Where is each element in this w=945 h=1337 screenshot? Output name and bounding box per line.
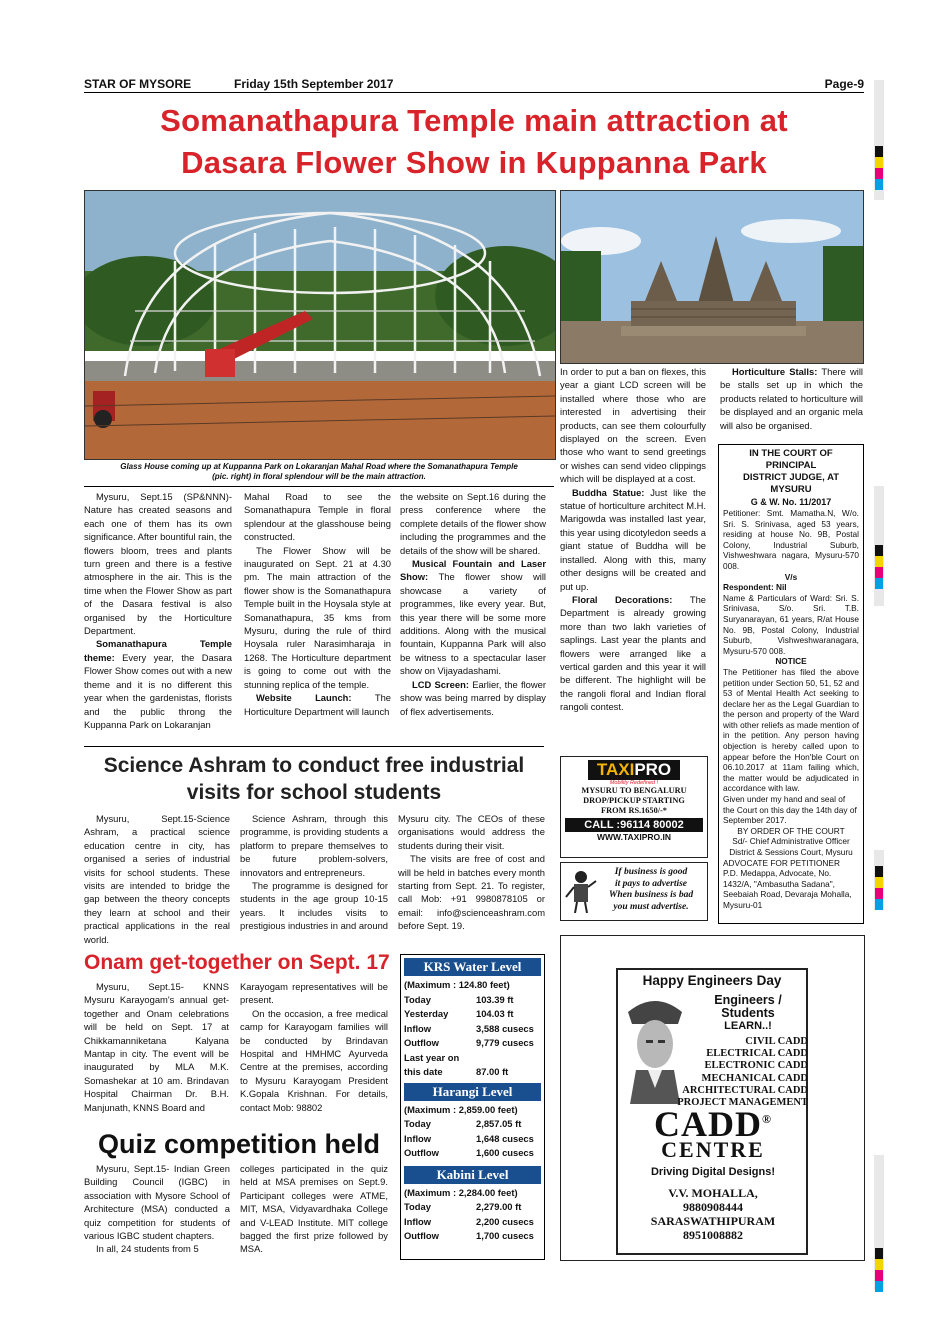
taxipro-tagline: Mobility Redefined !	[609, 780, 659, 786]
speaker-figure-icon	[565, 869, 597, 913]
story-paragraph: the website on Sept.16 during the press conference where the complete details of the flower show including the programmes and the details of the show will be shared.	[400, 491, 546, 556]
story-paragraph: Musical Fountain and Laser Show: The flower show will showcase a variety of programmes, like every year. But, this year there will be some more additions. Along with the musical fountain, Kuppanna Park will also be witness to a spectacular laser show on Vijayadashami.	[400, 558, 546, 677]
science-col2	[240, 812, 388, 933]
advertise-line: When business is bad	[608, 890, 694, 900]
paper-name: STAR OF MYSORE	[84, 77, 192, 91]
kabini-max: (Maximum : 2,284.00 feet)	[404, 1186, 518, 1198]
somanathapura-temple-image	[561, 191, 863, 363]
science-para: Mysuru, Sept.15-Science Ashram, a practical science education centre in city, has organised a series of industrial visits for school students. These visits are intended to bridge the gap between the theory concepts they learn at school and their practical applications in the real world.	[84, 813, 230, 945]
taxipro-line: DROP/PICKUP STARTING	[583, 796, 685, 805]
pro-word: PRO	[634, 760, 672, 779]
cadd-learn: LEARN..!	[724, 1020, 772, 1032]
onam-col2	[240, 980, 388, 1114]
temple-photo	[560, 190, 864, 364]
headline-line1: Somanathapura Temple main attraction at	[160, 103, 788, 138]
cadd-location: V.V. MOHALLA,	[668, 1186, 758, 1200]
level-value: 104.03 ft	[476, 1008, 514, 1019]
krs-max: (Maximum : 124.80 feet)	[404, 979, 510, 990]
court-case-number: G & W. No. 11/2017	[750, 497, 832, 507]
kabini-rows	[404, 1200, 541, 1244]
level-row	[404, 1065, 541, 1080]
science-headline	[84, 752, 544, 806]
advertise-line: it pays to advertise	[614, 878, 688, 889]
quiz-para: Mysuru, Sept.15- Indian Green Building Council (IGBC) in association with Mysore School of Architecture (MSA) conducted a quiz competition for students of various IGBC student chapters.	[84, 1163, 230, 1242]
cadd-course: ELECTRONIC CADD	[704, 1060, 808, 1072]
level-row	[404, 1022, 541, 1037]
level-value: 1,648 cusecs	[476, 1132, 534, 1144]
main-story-col1	[84, 490, 232, 731]
level-label: Today	[404, 993, 431, 1005]
court-sd2: District & Sessions Court, Mysuru	[729, 847, 853, 857]
court-advocate-for: ADVOCATE FOR PETITIONER	[723, 857, 840, 868]
level-row	[404, 993, 541, 1008]
level-value: 2,200 cusecs	[476, 1215, 534, 1227]
cadd-title: Happy Engineers Day	[642, 973, 782, 988]
level-value: 9,779 cusecs	[476, 1037, 534, 1048]
story-paragraph: Mysuru, Sept.15 (SP&NNN)-Nature has created seasons and each one of them has its own significance. After bountiful rain, the flowers bloom, trees and plants turn green and there is a festive atmosphere in the air. This is the time when the Flower Show as part of the Dasara festival is also organised by the Horticulture Department.	[84, 491, 233, 637]
level-value: 3,588 cusecs	[476, 1022, 534, 1034]
level-row	[404, 1036, 541, 1051]
court-order: BY ORDER OF THE COURT	[737, 825, 845, 836]
level-row	[404, 1146, 541, 1161]
level-value: 2,279.00 ft	[476, 1201, 522, 1212]
taxipro-route	[561, 786, 707, 816]
story-paragraph: In order to put a ban on flexes, this year a giant LCD screen will be installed where those who are interested in advertising their products, can see them colourfully displayed on the screen. Even those who want to send greetings or wishes can send video clippings which will be displayed at a cost.	[560, 366, 706, 485]
subhead: Floral Decorations:	[572, 593, 690, 605]
story-paragraph: Floral Decorations: The Department is already growing more than two lakh varieties of saplings. Last year the plants and flowers were arranged like a vertical garden and this year it will be different. The highlight will be the rangoli floral and Indian floral rangoli contest.	[560, 593, 706, 713]
court-ward: Name & Particulars of Ward: Sri. S. Srinivasa, S/o. Sri. T.B. Suryanarayan, 61 years, R/at House No. 9B, Postal Colony, Industrial Suburb, Vishweshwaranagara, Mysuru-570 008.	[723, 592, 859, 656]
cadd-brand	[618, 1106, 808, 1163]
glass-house-photo	[84, 190, 556, 460]
main-story-col4	[560, 365, 706, 714]
cadd-course: ARCHITECTURAL CADD	[682, 1084, 808, 1096]
advertise-text	[599, 867, 703, 913]
level-row	[404, 1229, 541, 1244]
cadd-subtitle-line: Engineers /	[714, 993, 782, 1007]
level-label: Inflow	[404, 1215, 432, 1227]
court-sd1: Sd/- Chief Administrative Officer	[732, 836, 850, 847]
quiz-para: colleges participated in the quiz held at MSA premises on Sept.9. Participant colleges were ATME, MIT, MSA, Vidyavardhaka College and V-LEAD Institute. MIT college bagged the first prize followed by MSA.	[240, 1163, 388, 1255]
quiz-col2	[240, 1162, 388, 1256]
level-label: Outflow	[404, 1230, 439, 1241]
page-number: Page-9	[824, 77, 864, 91]
level-value: 103.39 ft	[476, 993, 514, 1005]
taxipro-phone: CALL :96114 80002	[565, 818, 703, 832]
science-rule	[84, 746, 544, 747]
level-row	[404, 1007, 541, 1022]
level-row	[404, 1200, 541, 1215]
taxipro-logo	[588, 760, 680, 780]
level-label: Yesterday	[404, 1008, 449, 1019]
story-paragraph: Horticulture Stalls: There will be stalls set up in which the products related to horticulture will be displayed and an organic mela will also be organised.	[720, 366, 863, 431]
level-value: 2,857.05 ft	[476, 1118, 522, 1129]
level-row	[404, 1215, 541, 1230]
science-para: Mysuru city. The CEOs of these organisations would address the students during their visit.	[398, 813, 545, 851]
level-label: Last year on	[404, 1051, 460, 1063]
onam-para: Karayogam representatives will be present.	[240, 981, 388, 1006]
science-col1	[84, 812, 230, 946]
taxipro-website: WWW.TAXIPRO.IN	[597, 832, 671, 842]
science-title-line2: visits for school students	[186, 781, 442, 804]
court-vs: V/s	[784, 571, 798, 582]
harangi-max: (Maximum : 2,859.00 feet)	[404, 1103, 518, 1115]
cadd-ad-frame	[560, 935, 865, 1261]
level-label: Today	[404, 1201, 431, 1212]
level-value: 1,700 cusecs	[476, 1230, 534, 1241]
science-col3	[398, 812, 545, 933]
court-advocate: P.D. Medappa, Advocate, No. 1432/A, "Ambasutha Sadana", Seebaiah Road, Devaraja Mohalla, Mysuru-01	[723, 868, 852, 910]
cadd-brand-line2: CENTRE	[661, 1137, 765, 1162]
quiz-headline: Quiz competition held	[98, 1129, 380, 1159]
cadd-course: MECHANICAL CADD	[701, 1072, 808, 1084]
cadd-brand-line1	[618, 1104, 808, 1144]
story-paragraph: Mahal Road to see the Somanathapura Temple in floral splendour at the glasshouse being constructed.	[244, 491, 391, 543]
registered-mark: ®	[762, 1112, 772, 1126]
cadd-contacts	[618, 1186, 808, 1242]
onam-para: On the occasion, a free medical camp for Karayogam families will be conducted by Brindavan Hospital and HMHMC Ayurveda Centre at the premises, according to Mysuru Karayogam President K.Gopala Krishnan. For details, contact Mob: 98802	[240, 1007, 388, 1113]
level-label: this date	[404, 1066, 443, 1077]
level-label: Today	[404, 1118, 431, 1129]
main-story-col2	[244, 490, 391, 718]
cadd-subtitle-line: Students	[721, 1006, 775, 1020]
level-label: Outflow	[404, 1037, 439, 1048]
cadd-tagline: Driving Digital Designs!	[650, 1166, 776, 1178]
subhead: Musical Fountain and Laser Show:	[400, 558, 546, 583]
advertise-line: If business is good	[614, 867, 688, 877]
harangi-rows	[404, 1117, 541, 1161]
subhead: LCD Screen:	[412, 678, 473, 690]
cadd-location: SARASWATHIPURAM	[650, 1214, 776, 1228]
court-respondent: Respondent: Nil	[723, 582, 787, 593]
cadd-course: PROJECT MANAGEMENT	[677, 1097, 808, 1109]
court-petitioner: Petitioner: Smt. Mamatha.N, W/o. Sri. S. Srinivasa, aged 53 years, residing at house No. 9B, Postal Colony, Industrial Suburb, Vishweshwara nagara, Mysuru-570 008.	[723, 508, 859, 571]
krs-rows	[404, 993, 541, 1080]
main-headline	[84, 100, 864, 184]
advertise-ad	[560, 862, 708, 921]
cmyk-marks	[875, 866, 883, 910]
quiz-para: In all, 24 students from 5	[96, 1243, 199, 1255]
kabini-title: Kabini Level	[404, 1166, 541, 1184]
level-row	[404, 1132, 541, 1147]
cmyk-marks	[875, 1248, 883, 1292]
level-label: Outflow	[404, 1147, 439, 1158]
level-row	[404, 1051, 541, 1066]
cadd-word: CADD	[654, 1104, 763, 1144]
story-paragraph: LCD Screen: Earlier, the flower show was being marred by display of flex advertisements.	[400, 678, 546, 717]
subhead: Horticulture Stalls:	[732, 366, 822, 377]
taxipro-line: FROM RS.1650/-*	[601, 806, 667, 815]
photo-caption	[84, 462, 554, 482]
science-title-line1: Science Ashram to conduct free industrial	[103, 754, 525, 777]
cadd-course: CIVIL CADD	[745, 1036, 808, 1047]
masthead	[84, 76, 864, 93]
main-story-col3	[400, 490, 546, 718]
level-value: 1,600 cusecs	[476, 1147, 534, 1158]
krs-title: KRS Water Level	[404, 958, 541, 976]
court-notice	[718, 444, 864, 924]
main-story-col5	[720, 365, 863, 432]
cadd-subtitle	[688, 994, 808, 1033]
level-label: Inflow	[404, 1022, 432, 1034]
court-notice-body: The Petitioner has filed the above petition under Section 50, 51, 52 and 53 of Mental Health Act seeking to declare her as the Legal Guardian to the person and property of the Ward with other reliefs as made mention of in the petition. Any person having objection is hereby called upon to appear before the Hon'ble Court on 06.10.2017 at 11am failing which, the matter would be adjudicated in accordance with law.	[723, 666, 859, 794]
caption-line1: Glass House coming up at Kuppanna Park on Lokaranjan Mahal Road where the Somanathapura Temple	[120, 462, 518, 471]
onam-para: Mysuru, Sept.15- KNNS Mysuru Karayogam's annual get-together and Onam celebrations will be held on Sept. 17 at Chikkamanniketana Kalyana Mantap in city. The event will be inaugurated by MLA M.K. Somashekar at 10 am. Brindavan Hospital Chairman Dr. B.H. Manjunath, KNNS Board and	[84, 981, 229, 1113]
level-row	[404, 1117, 541, 1132]
taxi-word: TAXI	[596, 760, 635, 779]
advertise-line: you must advertise.	[613, 901, 689, 912]
court-title	[723, 448, 859, 496]
taxipro-line: MYSURU TO BENGALURU	[581, 786, 687, 795]
quiz-col1	[84, 1162, 230, 1256]
court-given: Given under my hand and seal of the Court on this day the 14th day of September 2017.	[723, 794, 857, 826]
level-label: Inflow	[404, 1132, 432, 1144]
harangi-title: Harangi Level	[404, 1083, 541, 1101]
cmyk-marks	[875, 146, 883, 190]
cadd-ad	[616, 968, 808, 1255]
science-para: Science Ashram, through this programme, is providing students a platform to prepare themselves to be future problem-solvers, innovators and entrepreneurs.	[240, 813, 388, 878]
subhead: Somanathapura Temple theme:	[84, 638, 232, 663]
onam-col1	[84, 980, 229, 1114]
story-paragraph: Buddha Statue: Just like the statue of horticulture architect M.H. Marigowda was installed last year, this year using dicotyledon seeds a giant statue of Buddha will be installed. Along with this, many other designs will be created and put up.	[560, 486, 706, 592]
court-notice-title: NOTICE	[775, 656, 807, 667]
cadd-course: ELECTRICAL CADD	[706, 1048, 808, 1060]
caption-rule	[84, 486, 554, 487]
cadd-courses	[658, 1036, 808, 1109]
taxipro-ad	[560, 756, 708, 858]
cmyk-marks	[875, 545, 883, 589]
court-title-line: DISTRICT JUDGE, AT MYSURU	[742, 472, 840, 495]
story-paragraph: Website Launch: The Horticulture Department will launch	[244, 692, 391, 717]
story-paragraph: Somanathapura Temple theme: Every year, the Dasara Flower Show comes out with a new theme and it is no different this year when the gardenistas, florists and the public throng the Kuppanna Park on Lokaranjan	[84, 638, 233, 730]
story-paragraph: The Flower Show will be inaugurated on Sept. 21 at 4.30 pm. The main attraction of the flower show is the Somanathapura Temple built in the Hoysala style at Somanathapura, 35 kms from Mysuru, during the rule of third Hoysala ruler Narasimharaja in 1268. The Horticulture department is going to come out with the stunning replica of the temple.	[244, 544, 391, 690]
science-para: The visits are free of cost and will be held in batches every month starting from Sept. 21. To register, call Mob: +91 9980878105 or email: info@scienceashram.com before Sept. 19.	[398, 853, 545, 932]
court-title-line: IN THE COURT OF PRINCIPAL	[749, 448, 833, 471]
headline-line2: Dasara Flower Show in Kuppanna Park	[181, 145, 767, 180]
onam-headline: Onam get-together on Sept. 17	[84, 951, 390, 974]
cadd-phone: 9880908444	[683, 1200, 743, 1214]
caption-line2: (pic. right) in floral splendour will be the main attraction.	[212, 472, 426, 481]
subhead: Website Launch:	[256, 692, 375, 704]
glass-house-image	[85, 191, 555, 459]
level-value: 87.00 ft	[476, 1066, 509, 1077]
science-para: The programme is designed for students in the age group 10-15 years. It includes visits to prestigious industries in and around	[240, 880, 389, 932]
water-level-box	[400, 954, 545, 1260]
subhead: Buddha Statue:	[572, 486, 651, 498]
cadd-phone: 8951008882	[683, 1228, 743, 1242]
issue-date: Friday 15th September 2017	[234, 77, 394, 91]
